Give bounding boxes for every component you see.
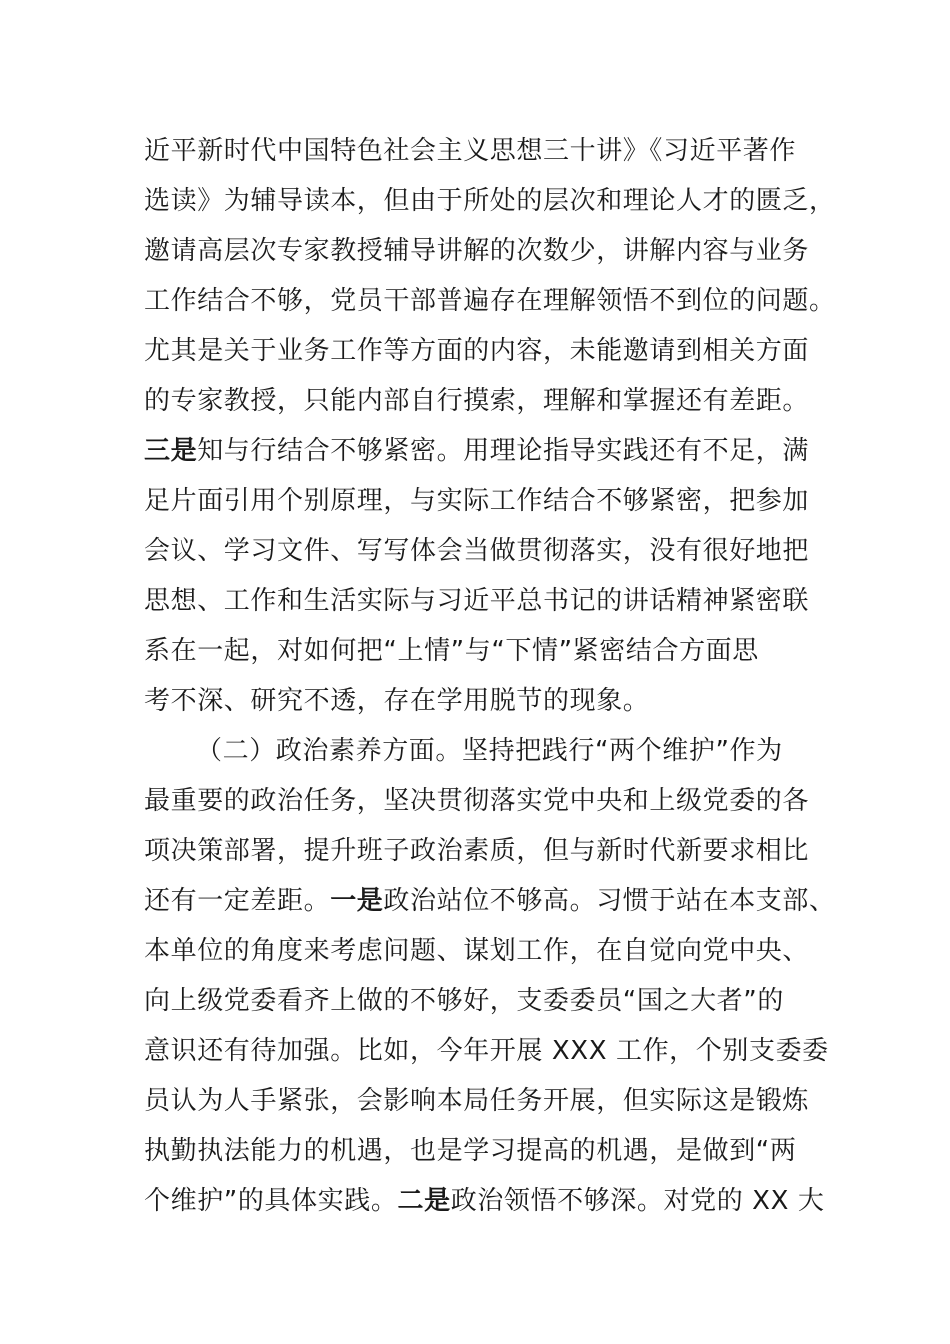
text-run: 还有一定差距。 [144,886,331,916]
text-run: 本单位的角度来考虑问题、谋划工作，在自觉向党中央、 [144,936,810,966]
section-heading-line [144,726,816,776]
text-run: 选读》为辅导读本，但由于所处的层次和理论人才的匮乏， [144,186,836,216]
text-run: 思想、工作和生活实际与习近平总书记的讲话精神紧密联 [144,586,810,616]
text-run: 政治站位不够高。习惯于站在本支部、 [383,886,836,916]
text-line [144,576,816,626]
bold-marker: 二是 [397,1186,451,1216]
text-run: 会议、学习文件、写写体会当做贯彻落实，没有很好地把 [144,536,810,566]
text-line [144,1176,825,1226]
bold-marker: 一是 [330,886,384,916]
text-line [144,276,836,326]
text-run: 尤其是关于业务工作等方面的内容，未能邀请到相关方面 [144,336,810,366]
text-run: 邀请高层次专家教授辅导讲解的次数少，讲解内容与业务 [144,236,810,266]
text-run: 近平新时代中国特色社会主义思想三十讲》《习近平著作 [144,136,797,166]
text-run: 的专家教授，只能内部自行摸索，理解和掌握还有差距。 [144,386,810,416]
text-line [144,426,816,476]
text-run: 最重要的政治任务，坚决贯彻落实党中央和上级党委的各 [144,786,810,816]
text-line [144,376,816,426]
text-line [144,776,816,826]
text-run: 意识还有待加强。比如，今年开展 XXX 工作，个别支委委 [144,1036,829,1066]
text-line [144,926,816,976]
text-line [144,226,816,276]
text-run: 知与行结合不够紧密。用理论指导实践还有不足，满 [197,436,810,466]
text-run: 员认为人手紧张，会影响本局任务开展，但实际这是锻炼 [144,1086,810,1116]
text-run: 执勤执法能力的机遇，也是学习提高的机遇，是做到“两 [144,1136,797,1166]
text-run: 足片面引用个别原理，与实际工作结合不够紧密，把参加 [144,486,810,516]
text-run: 向上级党委看齐上做的不够好，支委委员“国之大者”的 [144,986,784,1016]
text-line [144,326,816,376]
text-run: 工作结合不够，党员干部普遍存在理解领悟不到位的问题。 [144,286,836,316]
text-line [144,676,816,726]
bold-marker: 三是 [144,436,198,466]
body-text [144,126,836,1226]
text-line [144,1126,816,1176]
text-line [144,126,816,176]
text-line [144,1026,829,1076]
text-run: 政治领悟不够深。对党的 XX 大 [450,1186,825,1216]
text-line [144,976,816,1026]
text-run: 考不深、研究不透，存在学用脱节的现象。 [144,686,650,716]
text-line [144,476,816,526]
text-run: 系在一起，对如何把“上情”与“下情”紧密结合方面思 [144,636,759,666]
text-line [144,1076,816,1126]
text-line [144,876,836,926]
text-line [144,826,816,876]
text-line [144,626,816,676]
text-run: 个维护”的具体实践。 [144,1186,398,1216]
text-run: （二）政治素养方面。坚持把践行“两个维护”作为 [196,736,783,766]
text-run: 项决策部署，提升班子政治素质，但与新时代新要求相比 [144,836,810,866]
text-line [144,176,836,226]
text-line [144,526,816,576]
